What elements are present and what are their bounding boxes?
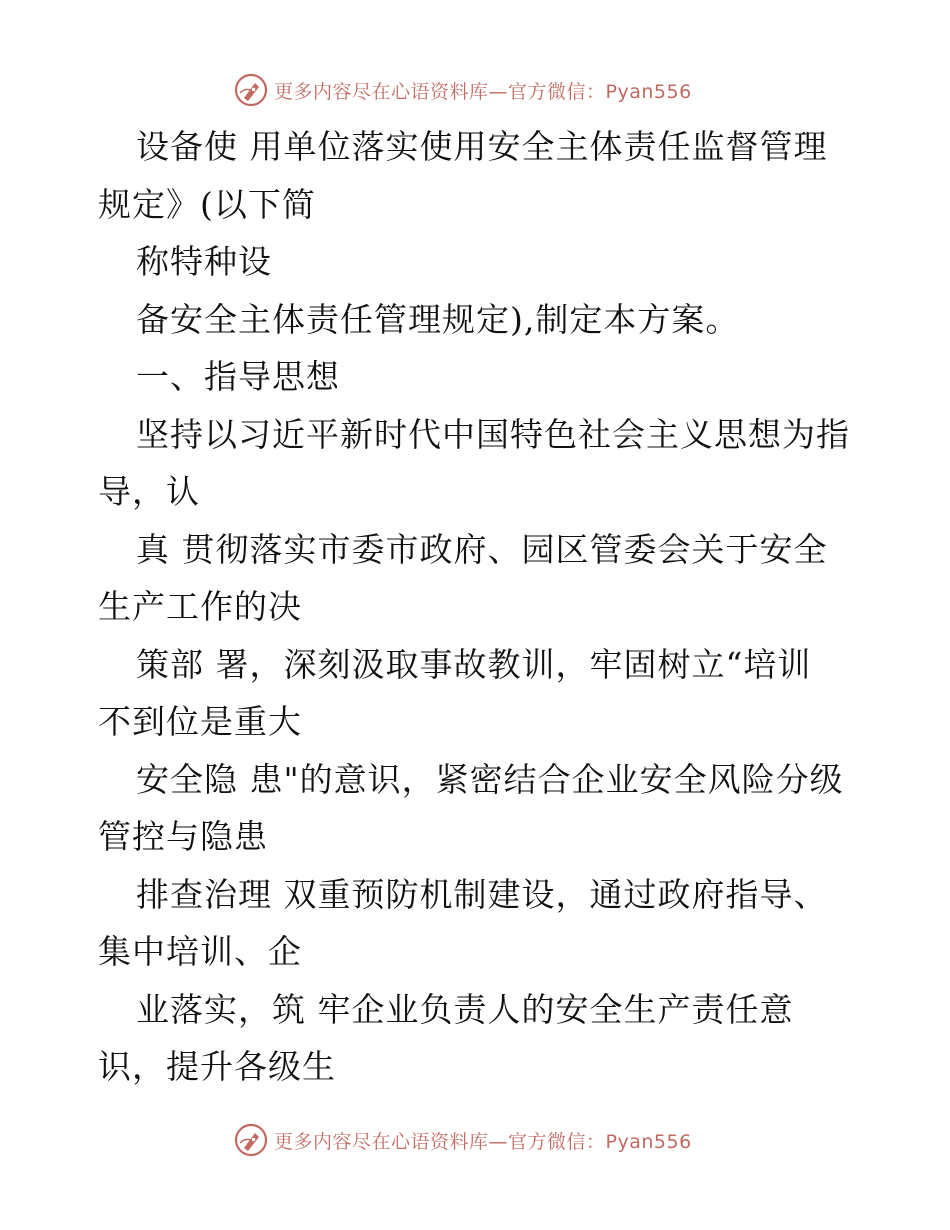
paragraph-line: 集中培训、企 <box>98 932 302 971</box>
watermark-text: 更多内容尽在心语资料库—官方微信：Pyan556 <box>274 1130 692 1153</box>
paragraph-line: 排查治理 双重预防机制建设，通过政府指导、 <box>136 874 828 914</box>
footer-watermark <box>234 1122 692 1158</box>
paragraph-line: 设备使 用单位落实使用安全主体责任监督管理 <box>136 127 828 166</box>
paragraph-line: 一、指导思想 <box>136 357 340 396</box>
pen-nib-logo-icon <box>234 73 268 107</box>
paragraph-line: 管控与隐患 <box>98 817 268 856</box>
paragraph-line: 生产工作的决 <box>98 587 302 626</box>
paragraph-line: 称特种设 <box>136 242 272 281</box>
paragraph-line: 导，认 <box>98 472 200 511</box>
pen-nib-logo-icon <box>234 1123 268 1157</box>
paragraph-line: 坚持以习近平新时代中国特色社会主义思想为指 <box>136 414 850 454</box>
paragraph-line: 策部 署，深刻汲取事故教训，牢固树立“培训 <box>136 644 812 684</box>
paragraph-line: 业落实，筑 牢企业负责人的安全生产责任意 <box>136 989 794 1029</box>
document-body <box>98 118 868 1096</box>
watermark-text: 更多内容尽在心语资料库—官方微信：Pyan556 <box>274 80 692 103</box>
paragraph-line: 规定》(以下简 <box>98 184 316 224</box>
paragraph-line: 不到位是重大 <box>98 702 302 741</box>
paragraph-line: 备安全主体责任管理规定),制定本方案。 <box>136 299 740 339</box>
paragraph-line: 真 贯彻落实市委市政府、园区管委会关于安全 <box>136 529 828 569</box>
header-watermark <box>234 72 692 108</box>
paragraph-line: 识，提升各级生 <box>98 1047 336 1086</box>
paragraph-line: 安全隐 患"的意识，紧密结合企业安全风险分级 <box>136 759 844 799</box>
